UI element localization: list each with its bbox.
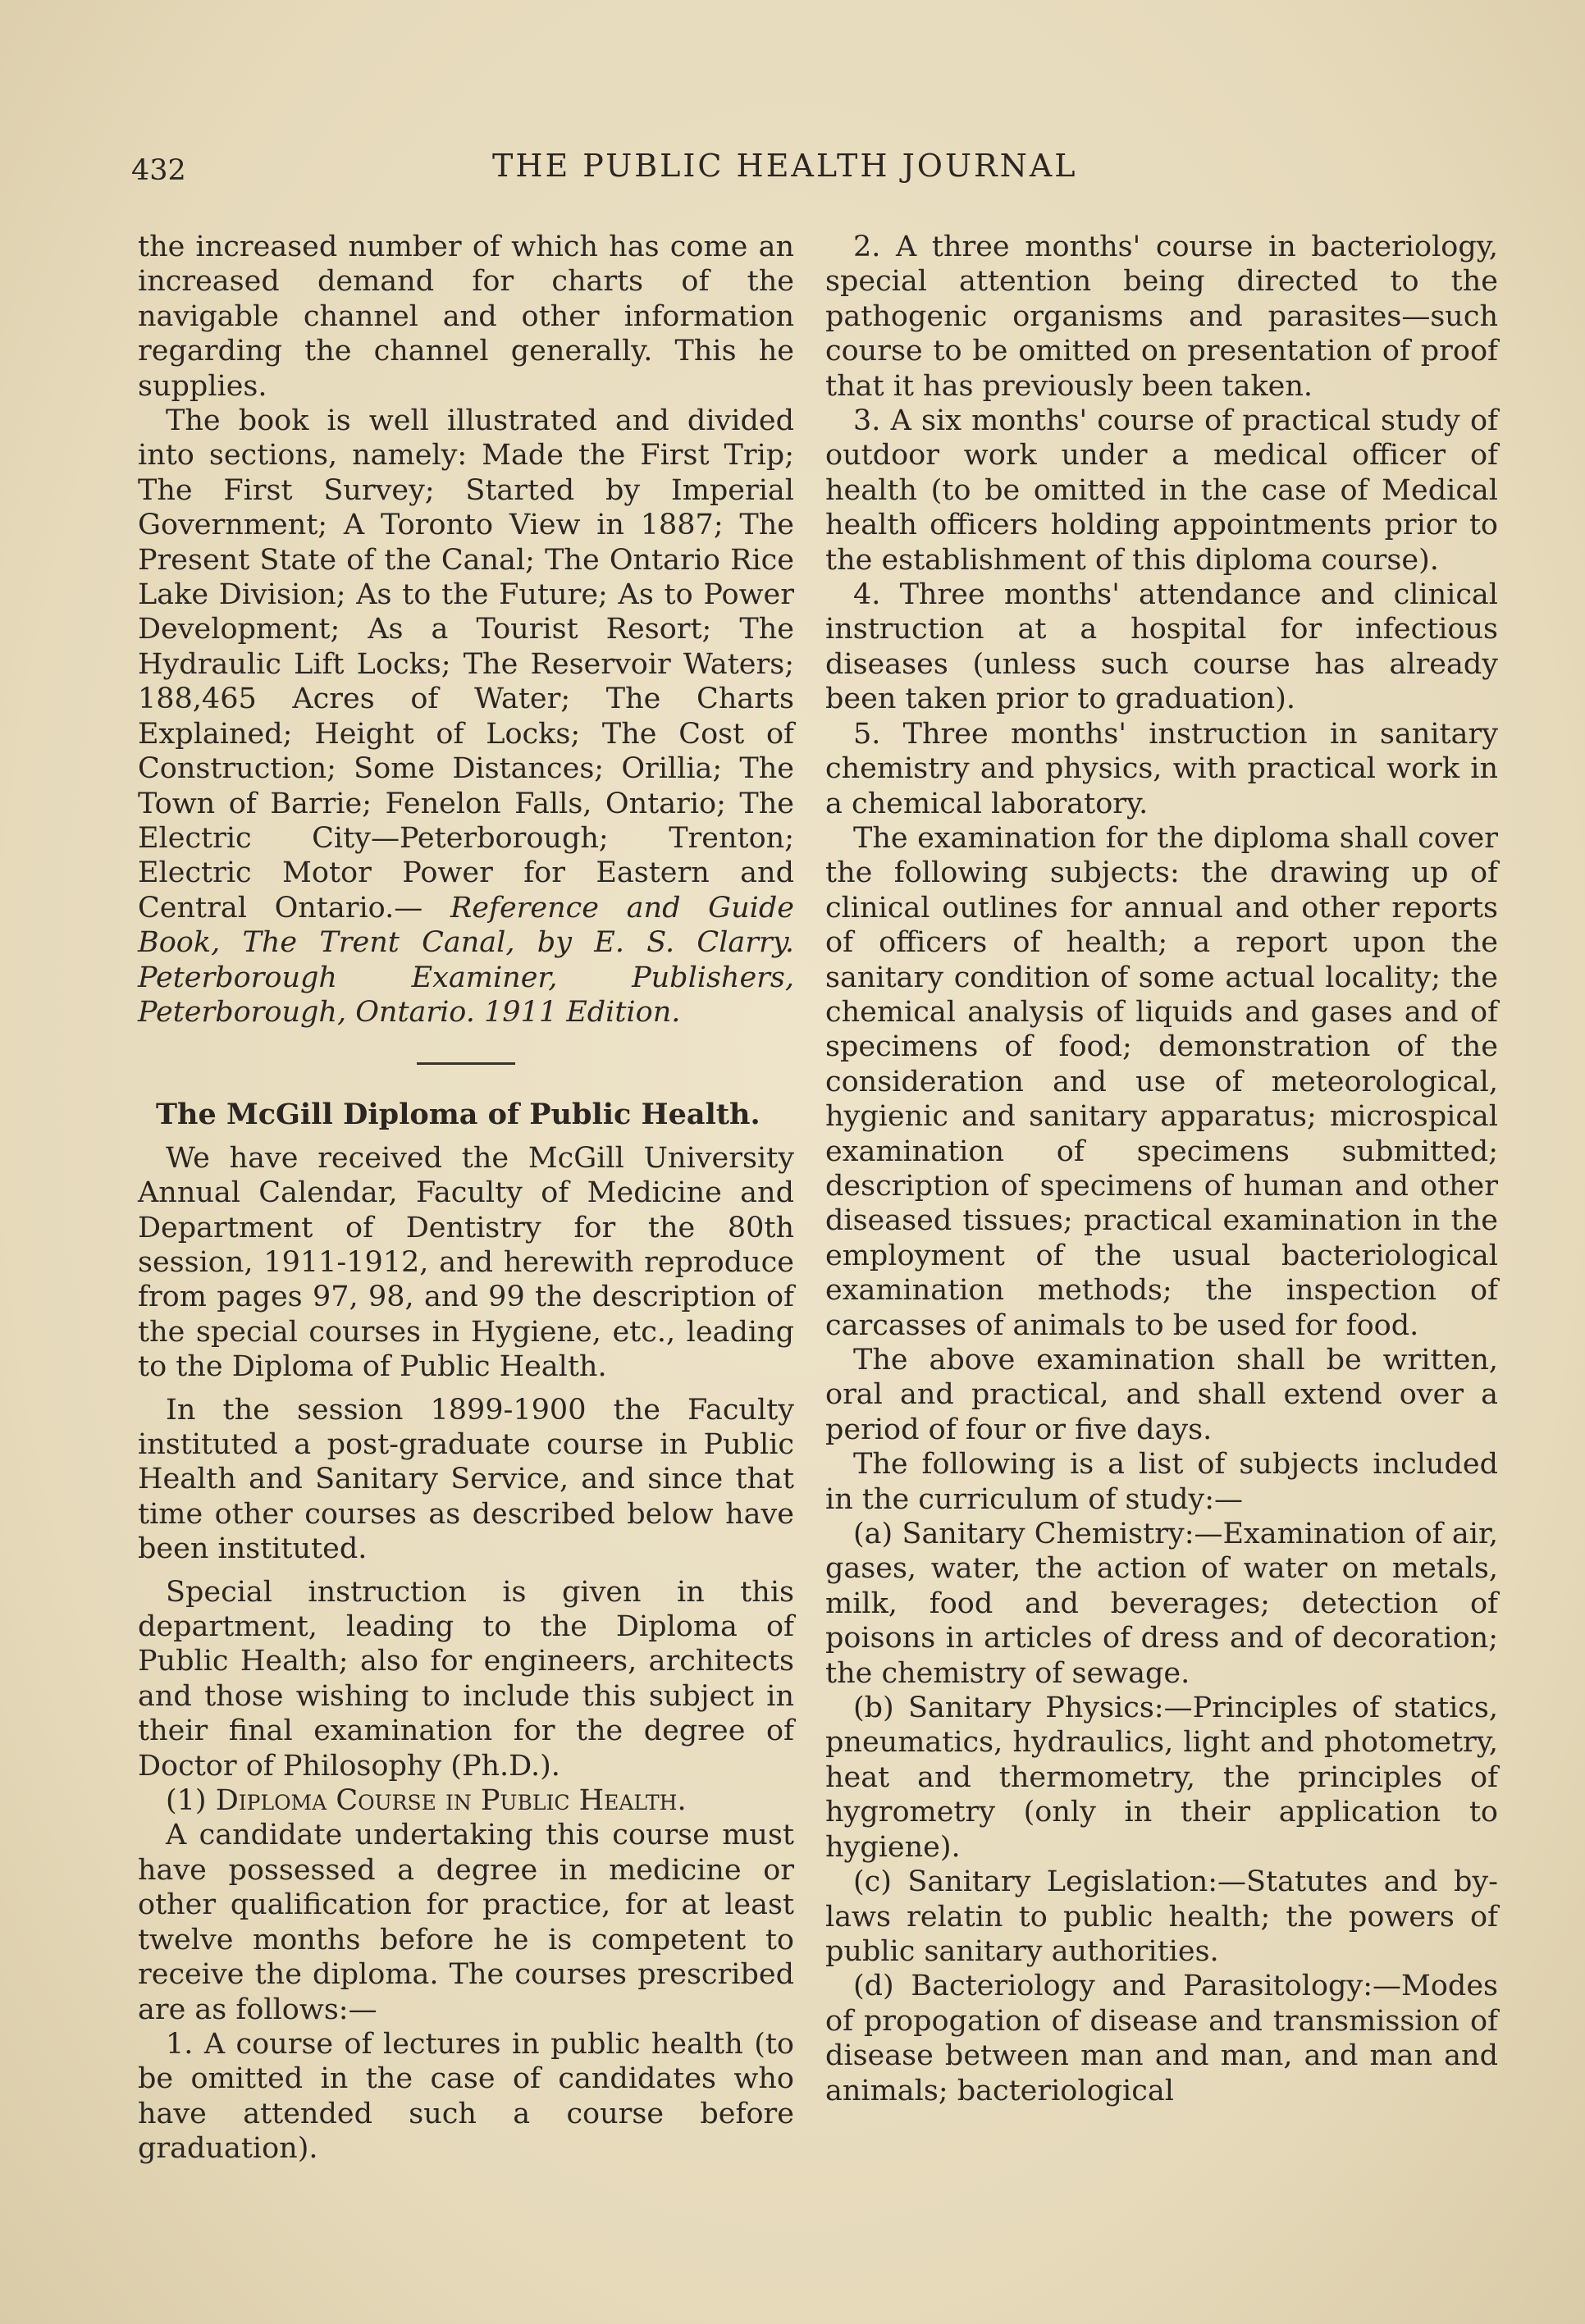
paragraph-text: The book is well illustrated and divided into sections, namely: Made the First Trip; The First Survey; Started by Imperial Government; A Toronto View in 1887; The Present State of the Canal; The Ontario Rice Lake Division; As to the Future; As to Power Development; As a Tourist Resort; The Hydraulic Lift Locks; The Reservoir Waters; 188,465 Acres of Water; The Charts Explained; Height of Locks; The Cost of Construction; Some Distances; Orillia; The Town of Barrie; Fenelon Falls, Ontario; The Electric City—Peterborough; Trenton; Electric Motor Power for Eastern and Central Ontario.— [138, 404, 794, 925]
paragraph: The following is a list of subjects included in the curriculum of study:— [825, 1448, 1498, 1516]
list-item: 3. A six months' course of practical study of outdoor work under a medical officer of health (to be omitted in the case of Medical health officers holding appointments prior to the establishment of this diploma course). [825, 404, 1498, 577]
paragraph: A candidate undertaking this course must have possessed a degree in medicine or other qualification for practice, for at least twelve months before he is competent to receive the diploma. The courses prescribed are as follows:— [138, 1819, 794, 2026]
list-item: 1. A course of lectures in public health (to be omitted in the case of candidates who have attended such a course before graduation). [138, 2027, 794, 2166]
right-column [825, 230, 1498, 2108]
subject-item: (c) Sanitary Legislation:—Statutes and by-laws relatin to public health; the powers of public sanitary authorities. [825, 1865, 1498, 1968]
subject-item: (b) Sanitary Physics:—Principles of statics, pneumatics, hydraulics, light and photometry, heat and thermometry, the principles of hygrometry (only in their application to hygiene). [825, 1692, 1498, 1864]
page-header [131, 148, 1542, 197]
subject-item: (a) Sanitary Chemistry:—Examination of air, gases, water, the action of water on metals, milk, food and beverages; detection of poisons in articles of dress and of decoration; the chemistry of sewage. [825, 1518, 1498, 1690]
paragraph: The above examination shall be written, oral and practical, and shall extend over a period of four or five days. [825, 1344, 1498, 1446]
paragraph: Special instruction is given in this department, leading to the Diploma of Public Health; also for engineers, architects and those wishing to include this subject in their final examination for the degree of Doctor of Philosophy (Ph.D.). [138, 1575, 794, 1783]
list-item: 2. A three months' course in bacteriology, special attention being directed to the pathogenic organisms and parasites—such course to be omitted on presentation of proof that it has previously been taken. [825, 231, 1498, 403]
subject-item: (d) Bacteriology and Parasitology:—Modes of propogation of disease and transmission of disease between man and man, and man and animals; bacteriological [825, 1970, 1498, 2107]
course-heading: (1) Diploma Course in Public Health. [166, 1784, 687, 1818]
citation: Reference and Guide Book, The Trent Canal, by E. S. Clarry. Peterborough Examiner, Publishers, Peterborough, Ontario. 1911 Edition. [138, 891, 794, 1029]
paragraph [138, 404, 794, 1030]
list-item: 4. Three months' attendance and clinical instruction at a hospital for infectious diseases (unless such course has already been taken prior to graduation). [825, 578, 1498, 716]
page-number: 432 [131, 154, 186, 187]
running-head: THE PUBLIC HEALTH JOURNAL [492, 148, 1078, 184]
left-column [138, 230, 794, 2166]
section-divider [417, 1062, 515, 1065]
section-heading: The McGill Diploma of Public Health. [156, 1098, 761, 1132]
paragraph: We have received the McGill University Annual Calendar, Faculty of Medicine and Department of Dentistry for the 80th session, 1911-1912, and herewith reproduce from pages 97, 98, and 99 the description of the special courses in Hygiene, etc., leading to the Diploma of Public Health. [138, 1141, 794, 1384]
paragraph: The examination for the diploma shall cover the following subjects: the drawing up of clinical outlines for annual and other reports of officers of health; a report upon the sanitary condition of some actual locality; the chemical analysis of liquids and gases and of specimens of food; demonstration of the consideration and use of meteorological, hygienic and sanitary apparatus; microspical examination of specimens submitted; description of specimens of human and other diseased tissues; practical examination in the employment of the usual bacteriological examination methods; the inspection of carcasses of animals to be used for food. [825, 821, 1498, 1342]
list-item: 5. Three months' instruction in sanitary chemistry and physics, with practical work in a chemical laboratory. [825, 717, 1498, 820]
paragraph: the increased number of which has come an increased demand for charts of the navigable channel and other information regarding the channel generally. This he supplies. [138, 231, 794, 403]
paragraph: In the session 1899-1900 the Faculty instituted a post-graduate course in Public Health and Sanitary Service, and since that time other courses as described below have been instituted. [138, 1393, 794, 1566]
